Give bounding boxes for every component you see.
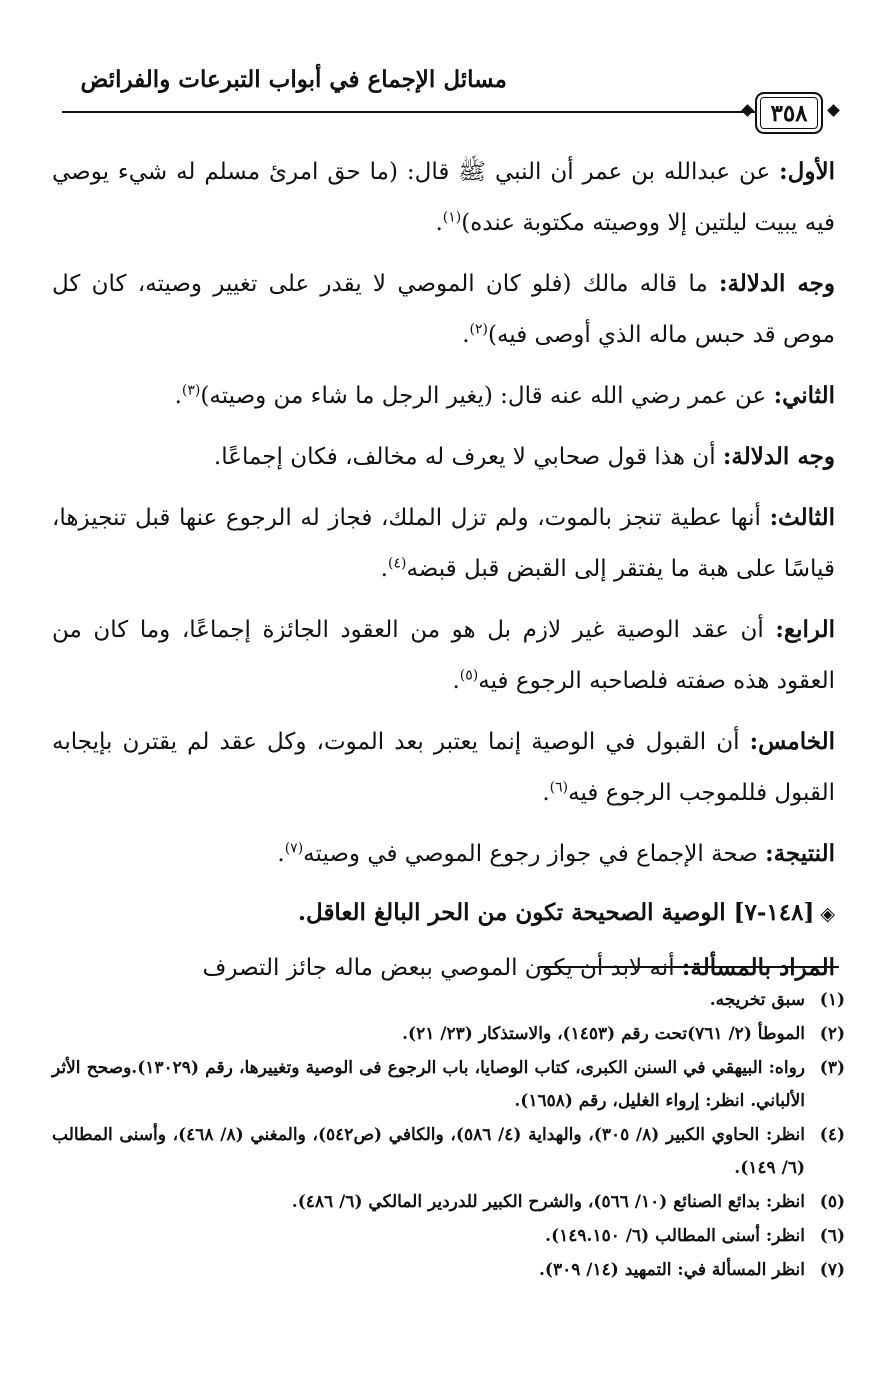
footnote-number: (١) bbox=[819, 990, 845, 1010]
footnote-text: انظر المسألة في: التمهيد (١٤/ ٣٠٩). bbox=[539, 1260, 805, 1280]
footnote-item bbox=[52, 984, 845, 1017]
issue-heading bbox=[52, 889, 835, 938]
ornament-left bbox=[741, 104, 754, 117]
diamond-bullet-icon: ◈ bbox=[820, 903, 835, 925]
paragraph-second-evidence: الثاني: عن عمر رضي الله عنه قال: (يغير الرجل ما شاء من وصيته)$^{(٣)}$. bbox=[174, 382, 835, 409]
paragraph-result: النتيجة: صحة الإجماع في جواز رجوع الموصي في وصيته$^{(٧)}$. bbox=[277, 840, 835, 867]
footnote-text: سبق تخريجه. bbox=[709, 990, 805, 1010]
footnote-number: (٤) bbox=[819, 1125, 845, 1145]
paragraph-lead: وجه الدلالة: bbox=[722, 443, 835, 470]
paragraph-text: عن عمر رضي الله عنه قال: (يغير الرجل ما شاء من وصيته) bbox=[200, 383, 774, 409]
paragraph-text: عن عبدالله بن عمر أن النبي ﷺ قال: (ما حق امرئ مسلم له شيء يوصي فيه يبيت ليلتين إلا ووصيته مكتوبة عنده) bbox=[52, 159, 835, 236]
paragraph-text: أن عقد الوصية غير لازم بل هو من العقود الجائزة إجماعًا، وما كان من العقود هذه صفته فلصاحبه الرجوع فيه bbox=[52, 617, 835, 694]
footnote-number: (٥) bbox=[819, 1192, 845, 1212]
paragraph-lead: وجه الدلالة: bbox=[718, 270, 835, 297]
paragraph-text: أنه لابد أن يكون الموصي ببعض ماله جائز التصرف bbox=[202, 955, 682, 981]
paragraph-lead: المراد بالمسألة: bbox=[681, 954, 835, 981]
paragraph-text: صحة الإجماع في جواز رجوع الموصي في وصيته bbox=[303, 841, 766, 867]
footnote-separator bbox=[539, 966, 839, 968]
footnote-number: (٣) bbox=[819, 1058, 845, 1078]
paragraph-fifth-evidence: الخامس: أن القبول في الوصية إنما يعتبر بعد الموت، وكل عقد لم يقترن بإيجابه القبول فللموجب الرجوع فيه$^{(٦)}$. bbox=[52, 728, 835, 806]
page-number-frame bbox=[755, 92, 823, 134]
paragraph-lead: النتيجة: bbox=[765, 840, 835, 867]
footnote-item bbox=[52, 1052, 845, 1118]
footnote-ref[interactable]: (٦) bbox=[549, 779, 569, 796]
paragraph-text: أنها عطية تنجز بالموت، ولم تزل الملك، فجاز له الرجوع عنها قبل تنجيزها، قياسًا على هبة ما يفتقر إلى القبض قبل قبضه bbox=[52, 505, 835, 582]
footnote-text: انظر: الحاوي الكبير (٨/ ٣٠٥)، والهداية (٤/ ٥٨٦)، والكافي (ص٥٤٢)، والمغني (٨/ ٤٦٨)، وأسنى المطالب (٦/ ١٤٩). bbox=[52, 1125, 805, 1178]
paragraph-first-evidence: الأول: عن عبدالله بن عمر أن النبي ﷺ قال: (ما حق امرئ مسلم له شيء يوصي فيه يبيت ليلتين إلا ووصيته مكتوبة عنده)$^{(١)}$. bbox=[52, 158, 835, 236]
paragraph-lead: الثاني: bbox=[773, 382, 835, 409]
running-title: مسائل الإجماع في أبواب التبرعات والفرائض bbox=[80, 66, 507, 93]
paragraph-lead: الخامس: bbox=[749, 728, 835, 755]
paragraph-indication-2 bbox=[52, 431, 835, 483]
footnote-item bbox=[52, 1220, 845, 1253]
footnote-item bbox=[52, 1186, 845, 1219]
footnote-ref[interactable]: (٢) bbox=[469, 321, 488, 338]
paragraph-text: أن القبول في الوصية إنما يعتبر بعد الموت، وكل عقد لم يقترن بإيجابه القبول فللموجب الرجوع فيه bbox=[52, 729, 835, 806]
paragraph-indication-1: وجه الدلالة: ما قاله مالك (فلو كان الموصي لا يقدر على تغيير وصيته، كان كل موص قد حبس ماله الذي أوصى فيه)$^{(٢)}$. bbox=[52, 270, 835, 348]
paragraph-fourth-evidence: الرابع: أن عقد الوصية غير لازم بل هو من العقود الجائزة إجماعًا، وما كان من العقود هذه صفته فلصاحبه الرجوع فيه$^{(٥)}$. bbox=[52, 616, 835, 694]
footnote-text: انظر: بدائع الصنائع (١٠/ ٥٦٦)، والشرح الكبير للدردير المالكي (٦/ ٤٨٦). bbox=[291, 1192, 805, 1212]
footnote-text: رواه: البيهقي في السنن الكبرى، كتاب الوصايا، باب الرجوع فى الوصية وتغييرها، رقم (١٣٠٢٩).وصحح الأثر الألباني. انظر: إرواء الغليل، رقم (١٦٥٨). bbox=[52, 1058, 805, 1111]
issue-number: [١٤٨-٧] bbox=[733, 899, 815, 926]
paragraph-third-evidence: الثالث: أنها عطية تنجز بالموت، ولم تزل الملك، فجاز له الرجوع عنها قبل تنجيزها، قياسًا على هبة ما يفتقر إلى القبض قبل قبضه$^{(٤)}$. bbox=[52, 504, 835, 582]
footnote-item bbox=[52, 1018, 845, 1051]
page-number: ٣٥٨ bbox=[770, 99, 808, 127]
footnote-text: الموطأ (٢/ ٧٦١)تحت رقم (١٤٥٣)، والاستذكار (٢٣/ ٢١). bbox=[402, 1024, 805, 1044]
paragraph-text: أن هذا قول صحابي لا يعرف له مخالف، فكان إجماعًا. bbox=[213, 444, 723, 470]
paragraph-lead: الأول: bbox=[779, 158, 835, 185]
footnote-number: (٦) bbox=[819, 1226, 845, 1246]
footnote-number: (٢) bbox=[819, 1024, 845, 1044]
footnote-ref[interactable]: (٣) bbox=[181, 382, 201, 399]
header-rule bbox=[62, 111, 787, 113]
footnote-item bbox=[52, 1119, 845, 1185]
footnote-text: انظر: أسنى المطالب (٦/ ١٤٩.١٥٠). bbox=[545, 1226, 805, 1246]
footnote-ref[interactable]: (٤) bbox=[387, 555, 407, 572]
paragraph-lead: الثالث: bbox=[769, 504, 835, 531]
footnote-ref[interactable]: (٧) bbox=[284, 840, 304, 857]
footnote-ref[interactable]: (١) bbox=[442, 209, 462, 226]
body-text bbox=[52, 146, 835, 1003]
paragraph-text: ما قاله مالك (فلو كان الموصي لا يقدر على تغيير وصيته، كان كل موص قد حبس ماله الذي أوصى فيه) bbox=[52, 271, 835, 348]
footnote-number: (٧) bbox=[819, 1260, 845, 1280]
footnote-item bbox=[52, 1254, 845, 1287]
issue-title: الوصية الصحيحة تكون من الحر البالغ العاقل. bbox=[298, 899, 734, 926]
paragraph-lead: الرابع: bbox=[775, 616, 835, 643]
footnote-ref[interactable]: (٥) bbox=[459, 667, 479, 684]
footnotes bbox=[52, 984, 845, 1288]
ornament-right bbox=[827, 104, 840, 117]
